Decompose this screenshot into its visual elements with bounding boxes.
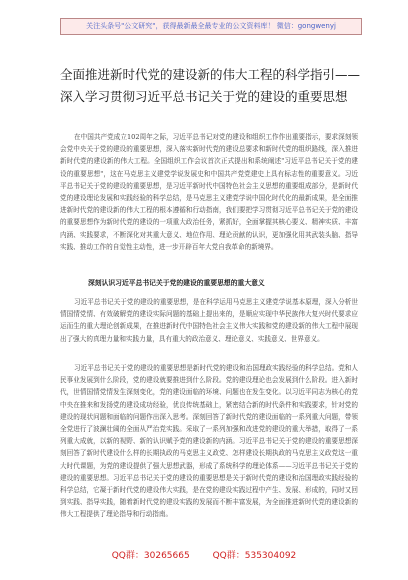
paragraph-intro-text: 在中国共产党成立102周年之际，习近平总书记对党的建设和组织工作作出重要指示，要求深刻领会党中央关于党的建设的重要思想，深入落实新时代党的建设总要求和新时代党的组织路线，深入推进新时代党的建设新的伟大工程。全国组织工作会议首次正式提出和系统阐述"习近平总书记关于党的建设的重要思想"，这在马克思主义建党学说发展史和中国共产党党建史上具有标志性的重要意义。习近平总书记关于党的建设的重要思想，是习近平新时代中国特色社会主义思想的重要组成部分，是新时代党的建设理论发展和实践经验的科学总结，是马克思主义建党学说中国化时代化的最新成果，是全面推进新时代党的建设新的伟大工程的根本遵循和行动指南，我们要把学习贯彻习近平总书记关于党的建设的重要思想作为新时代党的建设的一项重大政治任务，紧抓好，全面掌握其核心要义、精神实质、丰富内涵、实践要求，不断深化对其重大意义、地位作用、理论贡献的认识，更加强化用其武装头脑、指导实践、推动工作的自觉性主动性，进一步开辟百年大党自我革命的新境界。 [60, 133, 358, 251]
footer-qq-group-1: QQ群：30265665 [111, 551, 190, 561]
page-title: 全面推进新时代党的建设新的伟大工程的科学指引——深入学习贯彻习近平总书记关于党的建设的重要思想 [60, 67, 361, 104]
paragraph-summary [60, 362, 358, 521]
paragraph-summary-text: 习近平总书记关于党的建设的重要思想是新时代党的建设和治国理政实践经验的科学总结。党和人民事业发展到什么阶段，党的建设就要推进到什么阶段。党的建设理论也会发展到什么阶段。进入新时代，世情国情党情发生深刻变化，党的建设面临的环境、问题也在发生变化。以习近平同志为核心的党中央在推来和发扬党的建设成功经验，优良传统基础上，紧密结合新的时代条件和实践要求，针对党的建设的现状问题和面临的问题作出深入思考。深刻回答了新时代党的建设面临的一系列重大问题，带领全党进行了波澜壮阔的全面从严治党实践。采取了一系列加强和改进党的建设的重大举措，取得了一系列重大成就，以新的视野、新的认识赋予党的建设新的内涵。习近平总书记关于党的建设的重要思想深刻回答了新时代建设什么样的长期执政的马克思主义政党、怎样建设长期执政的马克思主义政党这一重大时代课题，为党的建设提供了强大思想武器，形成了系统科学的理论体系——习近平总书记关于党的建设的重要思想。习近平总书记关于党的建设的重要思想是关于新时代党的建设和治国理政实践经验的科学总结，它凝于新时代党的建设伟大实践，是在党的建设实践过程中产生、发展、形成的，同时又回到实践、指导实践，随着新时代党的建设实践的发展而不断丰富发展，为全面推进新时代党的建设新的伟大工程提供了理论指导和行动指南。 [60, 364, 358, 519]
top-banner: 关注头条号"公文研究"，获得最新最全最专业的公文资料库！ 微信：gongwenyj [60, 18, 362, 35]
paragraph-significance-text: 习近平总书记关于党的建设的重要思想，是在科学运用马克思主义建党学说基本原理，深入分析世情国情党情、有效破解党的建设实际问题的基础上提出来的，是顺应实现中华民族伟大复兴时代要求应运而生的重大理论创新成果，在推进新时代中国特色社会主义伟大实践和党的建设新的伟大工程中展现出了强大的真理力量和实践力量，具有重大的政治意义、理论意义、实践意义、世界意义。 [60, 298, 358, 343]
paragraph-intro [60, 131, 358, 253]
footer-qq-group-2: QQ群：535304092 [212, 551, 297, 561]
paragraph-significance [60, 296, 358, 345]
footer-contacts [0, 548, 408, 561]
section-heading: 深刻认识习近平总书记关于党的建设的重要思想的重大意义 [88, 279, 265, 287]
